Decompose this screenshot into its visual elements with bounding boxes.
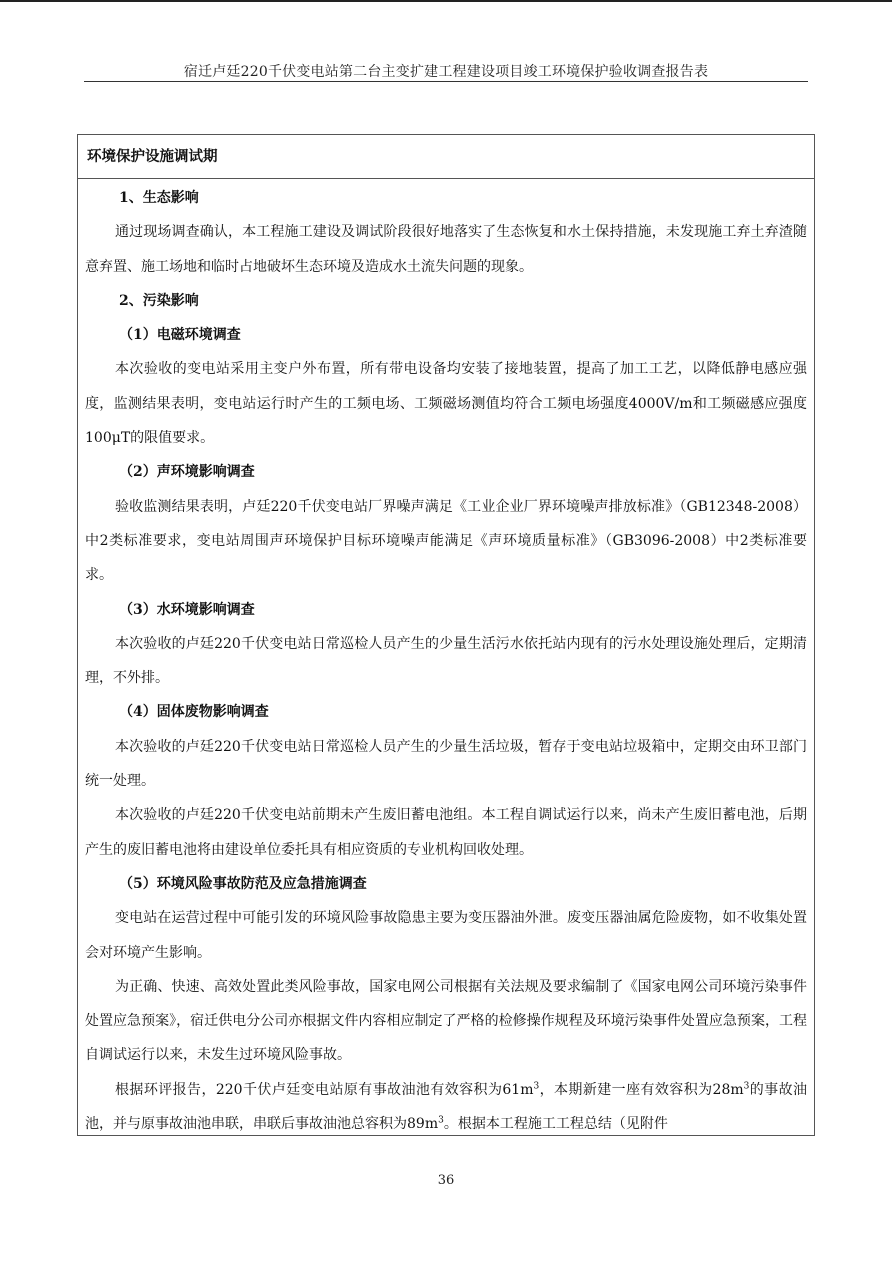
superscript: 3 [438,1115,444,1126]
heading-ecology: 1、生态影响 [119,190,199,206]
superscript: 3 [533,1081,540,1092]
paragraph-noise: 验收监测结果表明，卢廷220千伏变电站厂界噪声满足《工业企业厂界环境噪声排放标准》（GB12348-2008）中2类标准要求，变电站周围声环境保护目标环境噪声能满足《声环境质量标准》（GB3096-2008）中2类标准要求。 [85,498,807,584]
risk-text-b: ，本期新建一座有效容积为28m [539,1081,744,1098]
heading-water: （3）水环境影响调查 [119,601,255,618]
content-table [77,134,815,1136]
paragraph-ecology: 通过现场调查确认，本工程施工建设及调试阶段很好地落实了生态恢复和水土保持措施，未发现施工弃土弃渣随意弃置、施工场地和临时占地破坏生态环境及造成水土流失问题的现象。 [85,224,807,275]
paragraph-solid-waste-1: 本次验收的卢廷220千伏变电站日常巡检人员产生的少量生活垃圾，暂存于变电站垃圾箱中，定期交由环卫部门统一处理。 [85,738,807,790]
section-title: 环境保护设施调试期 [78,135,814,179]
document-header: 宿迁卢廷220千伏变电站第二台主变扩建工程建设项目竣工环境保护验收调查报告表 [183,64,709,80]
paragraph-risk-2: 为正确、快速、高效处置此类风险事故，国家电网公司根据有关法规及要求编制了《国家电网公司环境污染事件处置应急预案》，宿迁供电分公司亦根据文件内容相应制定了严格的检修操作规程及环境污染事件处置应急预案，工程自调试运行以来，未发生过环境风险事故。 [85,978,807,1064]
heading-pollution: 2、污染影响 [119,292,199,309]
top-border-line [0,0,892,2]
header-rule [84,81,808,82]
paragraph-water: 本次验收的卢廷220千伏变电站日常巡检人员产生的少量生活污水依托站内现有的污水处理设施处理后，定期清理，不外排。 [85,635,807,687]
paragraph-solid-waste-2: 本次验收的卢廷220千伏变电站前期未产生废旧蓄电池组。本工程自调试运行以来，尚未产生废旧蓄电池，后期产生的废旧蓄电池将由建设单位委托具有相应资质的专业机构回收处理。 [85,807,807,858]
heading-noise: （2）声环境影响调查 [119,464,255,481]
heading-electromagnetic: （1）电磁环境调查 [119,327,241,344]
heading-risk: （5）环境风险事故防范及应急措施调查 [119,875,367,892]
section-body [78,179,814,1136]
page-number: 36 [437,1173,455,1188]
heading-solid-waste: （4）固体废物影响调查 [119,704,269,721]
superscript: 3 [743,1081,750,1092]
risk-text-d: 。根据本工程施工工程总结（见附件 [443,1116,668,1133]
risk-text-a: 根据环评报告，220千伏卢廷变电站原有事故油池有效容积为61m [115,1081,534,1098]
paragraph-risk-1: 变电站在运营过程中可能引发的环境风险事故隐患主要为变压器油外泄。废变压器油属危险废物，如不收集处置会对环境产生影响。 [85,910,807,961]
paragraph-electromagnetic: 本次验收的变电站采用主变户外布置，所有带电设备均安装了接地装置，提高了加工工艺，以降低静电感应强度，监测结果表明，变电站运行时产生的工频电场、工频磁场测值均符合工频电场强度4000V/m和工频磁感应强度100μT的限值要求。 [85,361,807,447]
paragraph-risk-3 [85,1073,807,1136]
risk-text-c: 的事故油池，并与原事故油池串联，串联后事故油池总容积为89m [85,1081,807,1133]
